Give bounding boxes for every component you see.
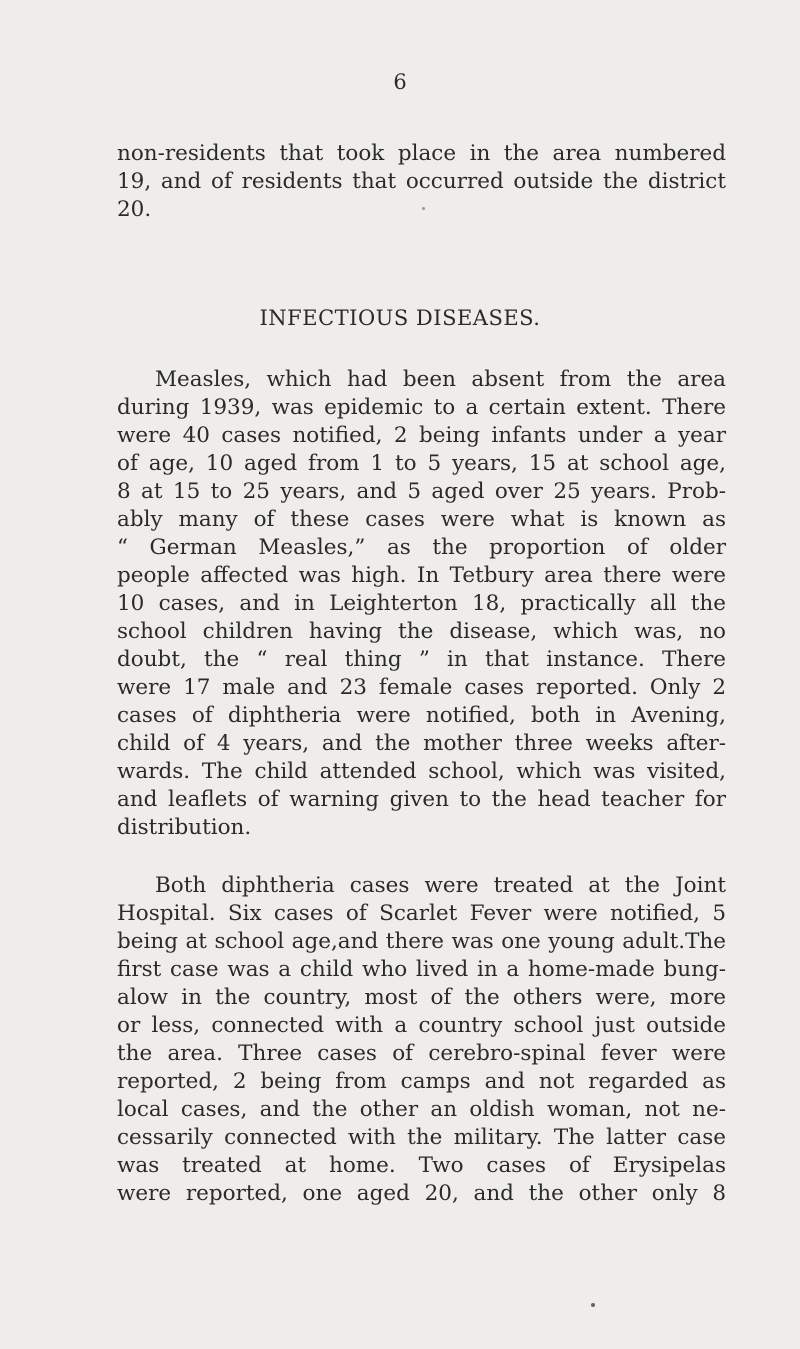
text-line: 10 cases, and in Leighterton 18, practically all the [117,591,726,616]
text-line: 19, and of residents that occurred outside the district [117,169,726,194]
text-line: people affected was high. In Tetbury area there were [117,563,726,588]
text-line: school children having the disease, which was, no [117,619,726,644]
text-line: reported, 2 being from camps and not regarded as [117,1069,726,1094]
text-line: doubt, the “ real thing ” in that instance. There [117,647,726,672]
text-line: during 1939, was epidemic to a certain extent. There [117,395,726,420]
text-line: cessarily connected with the military. The latter case [117,1125,726,1150]
text-line: being at school age,and there was one young adult.The [117,929,726,954]
text-line: non-residents that took place in the area numbered [117,141,726,166]
text-line: child of 4 years, and the mother three weeks after- [117,731,726,756]
section-heading: INFECTIOUS DISEASES. [259,306,541,330]
text-line: and leaflets of warning given to the head teacher for [117,787,726,812]
print-speck [422,207,425,210]
text-line: were reported, one aged 20, and the other only 8 [117,1181,726,1206]
text-line: wards. The child attended school, which was visited, [117,759,726,784]
text-line: first case was a child who lived in a home-made bung- [117,957,726,982]
text-line: or less, connected with a country school just outside [117,1013,726,1038]
print-speck [591,1303,595,1307]
text-line: cases of diphtheria were notified, both in Avening, [117,703,726,728]
text-line: distribution. [117,815,252,840]
text-line: were 17 male and 23 female cases reported. Only 2 [117,675,726,700]
text-line: Both diphtheria cases were treated at the Joint [155,873,726,898]
text-line: Measles, which had been absent from the area [155,367,726,392]
text-line: Hospital. Six cases of Scarlet Fever were notified, 5 [117,901,726,926]
text-line: 20. [117,197,152,222]
text-line: local cases, and the other an oldish woman, not ne- [117,1097,726,1122]
text-line: the area. Three cases of cerebro-spinal fever were [117,1041,726,1066]
page-number: 6 [393,70,407,94]
text-line: were 40 cases notified, 2 being infants under a year [117,423,726,448]
text-line: 8 at 15 to 25 years, and 5 aged over 25 years. Prob- [117,479,726,504]
text-line: of age, 10 aged from 1 to 5 years, 15 at school age, [117,451,726,476]
text-line: ably many of these cases were what is known as [117,507,726,532]
text-line: alow in the country, most of the others were, more [117,985,726,1010]
text-line: was treated at home. Two cases of Erysipelas [117,1153,726,1178]
text-line: “ German Measles,” as the proportion of older [117,535,726,560]
